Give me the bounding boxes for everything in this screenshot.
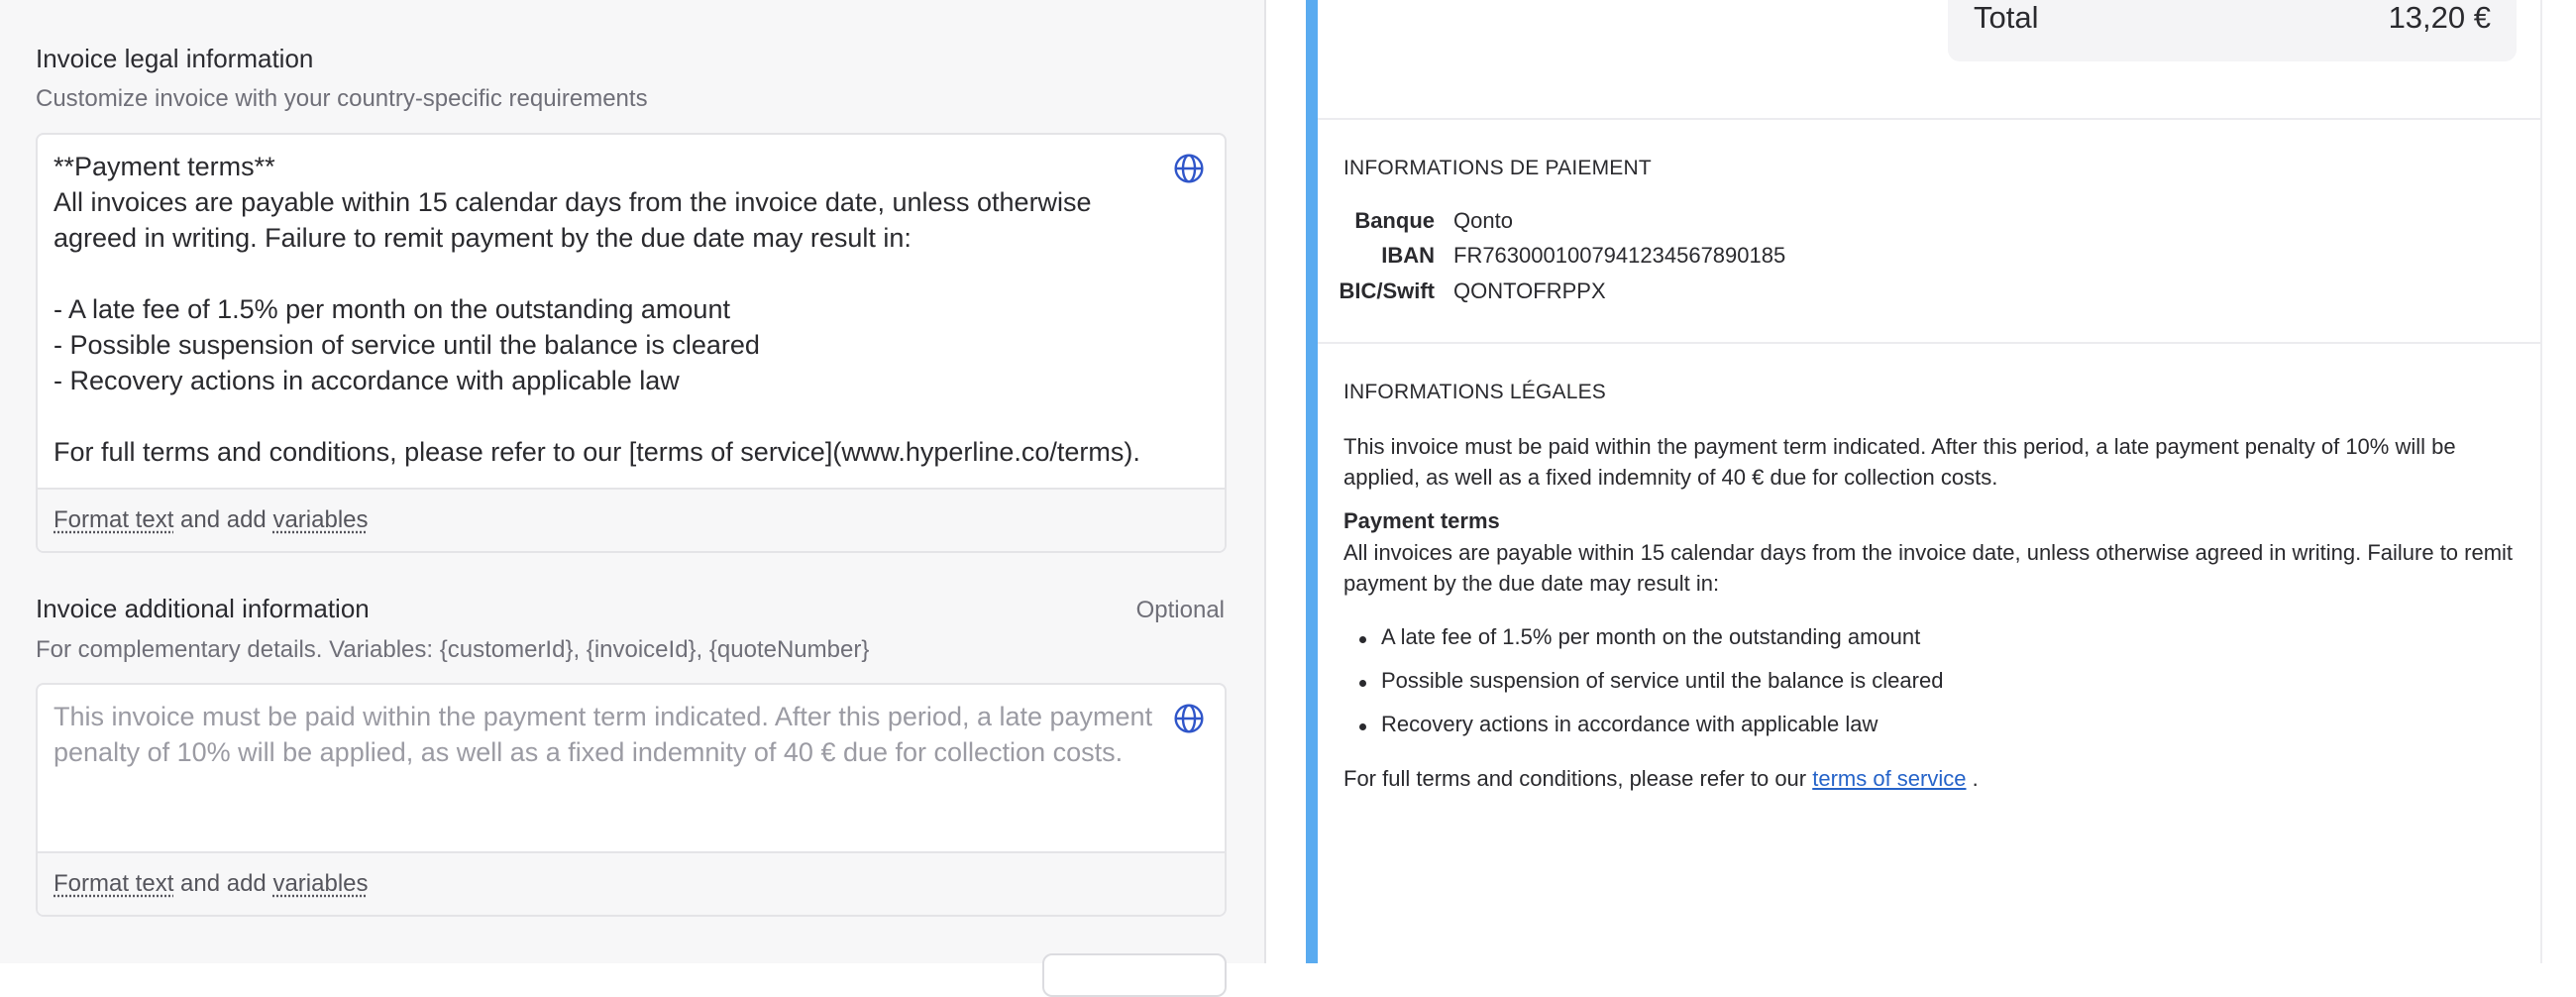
globe-icon[interactable] — [1173, 153, 1205, 184]
legal-editor-footer — [38, 488, 1225, 551]
preview-accent-bar — [1306, 0, 1318, 963]
variables-link[interactable]: variables — [272, 870, 369, 897]
additional-info-subtitle: For complementary details. Variables: {customerId}, {invoiceId}, {quoteNumber} — [36, 636, 870, 663]
total-label: Total — [1974, 0, 2039, 35]
optional-label: Optional — [1135, 597, 1225, 623]
payment-terms-heading: Payment terms — [1343, 508, 1500, 533]
legal-info-title: Invoice legal information — [36, 44, 314, 73]
terms-of-service-link[interactable]: terms of service — [1812, 766, 1967, 791]
closing-text: For full terms and conditions, please refer to our terms of service . — [1343, 766, 1979, 791]
payment-terms-text: All invoices are payable within 15 calendar days from the invoice date, unless otherwise agreed in writing. Failure to remit payment by the due date may result in: — [1343, 540, 2514, 596]
payment-info-heading: INFORMATIONS DE PAIEMENT — [1343, 157, 1652, 179]
format-text-link[interactable]: Format text — [54, 506, 174, 533]
legal-paragraph: This invoice must be paid within the payment term indicated. After this period, a late payment penalty of 10% will be applied, as well as a fixed indemnity of 40 € due for collection costs. — [1343, 434, 2456, 490]
list-item: Possible suspension of service until the balance is cleared — [1359, 668, 1943, 694]
divider — [1318, 342, 2540, 344]
footer-connector: and add — [173, 506, 273, 533]
bic-value: QONTOFRPPX — [1453, 278, 1606, 303]
footer-connector: and add — [173, 870, 273, 897]
legal-info-subtitle: Customize invoice with your country-specific requirements — [36, 85, 648, 112]
iban-label: IBAN — [1381, 243, 1435, 268]
list-item: Recovery actions in accordance with applicable law — [1359, 712, 1878, 737]
variables-link[interactable]: variables — [272, 506, 369, 533]
bank-value: Qonto — [1453, 208, 1513, 233]
list-item: A late fee of 1.5% per month on the outstanding amount — [1359, 624, 1920, 650]
settings-panel — [0, 0, 1266, 963]
iban-value: FR7630001007941234567890185 — [1453, 243, 1786, 268]
globe-icon[interactable] — [1173, 703, 1205, 734]
legal-info-heading: INFORMATIONS LÉGALES — [1343, 381, 1606, 403]
additional-info-title: Invoice additional information — [36, 594, 370, 623]
additional-editor-footer — [38, 851, 1225, 915]
legal-info-textarea[interactable]: **Payment terms** All invoices are payable within 15 calendar days from the invoice date, unless otherwise agreed in writing. Failure to remit payment by the due date may result in: - A late fee of 1.5% per month on the outstanding amount - Possible suspension of service until the balance is cleared - Recovery actions in accordance with applicable law For full terms and conditions, please refer to our [terms of service](www.hyperline.co/terms). — [54, 152, 1140, 467]
bic-label: BIC/Swift — [1339, 278, 1435, 303]
total-value: 13,20 € — [2388, 0, 2491, 35]
additional-info-editor[interactable] — [36, 683, 1227, 917]
partial-button[interactable] — [1042, 953, 1227, 997]
format-text-link[interactable]: Format text — [54, 870, 174, 897]
bank-label: Banque — [1354, 208, 1435, 233]
legal-info-editor[interactable] — [36, 133, 1227, 553]
additional-info-textarea[interactable]: This invoice must be paid within the payment term indicated. After this period, a late payment penalty of 10% will be applied, as well as a fixed indemnity of 40 € due for collection costs. — [54, 702, 1153, 767]
total-box — [1948, 0, 2517, 61]
divider — [1318, 118, 2540, 120]
